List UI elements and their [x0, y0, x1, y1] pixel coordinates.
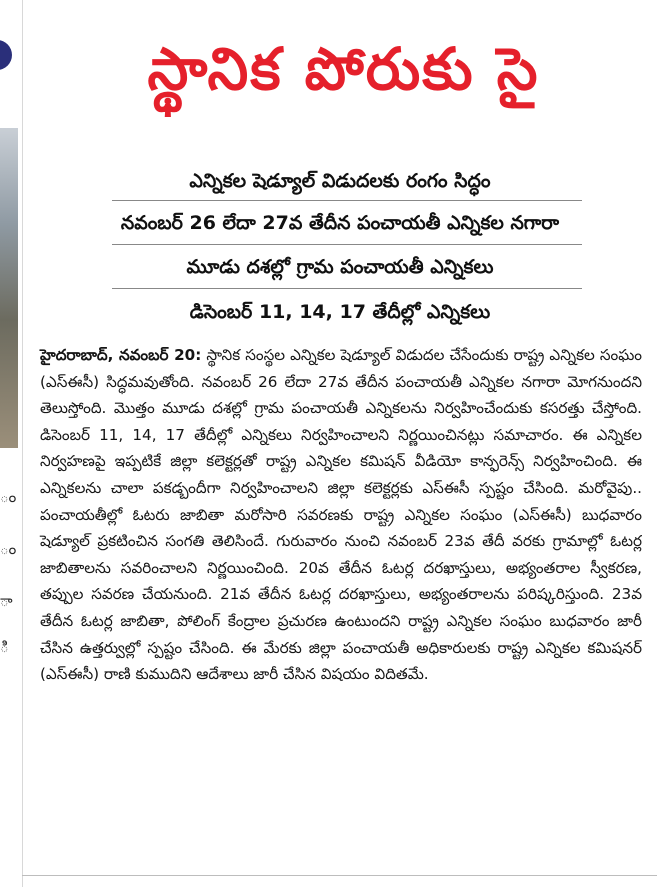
subhead-divider	[112, 244, 582, 245]
subheadline-3: మూడు దశల్లో గ్రామ పంచాయతీ ఎన్నికలు	[186, 256, 494, 278]
subheadline-2: నవంబర్ 26 లేదా 27వ తేదీన పంచాయతీ ఎన్నికల నగారా	[120, 212, 560, 234]
adjacent-column-strip	[0, 0, 23, 887]
article-headline: స్థానిక పోరుకు సై	[147, 35, 540, 103]
subheadline-4: డిసెంబర్ 11, 14, 17 తేదీల్లో ఎన్నికలు	[189, 301, 491, 323]
article-body-text: స్థానిక సంస్థల ఎన్నికల షెడ్యూల్ విడుదల చేసేందుకు రాష్ట్ర ఎన్నికల సంఘం (ఎస్ఈసీ) సిద్ధమవుతోంది. నవంబర్ 26 లేదా 27వ తేదీన పంచాయతీ ఎన్నికల నగారా మోగనుందని తెలుస్తోంది. మొత్తం మూడు దశల్లో గ్రామ పంచాయతీ ఎన్నికలను నిర్వహించేందుకు కసరత్తు చేస్తోంది. డిసెంబర్ 11, 14, 17 తేదీల్లో ఎన్నికలు నిర్వహించాలని నిర్ణయించినట్లు సమాచారం. ఈ ఎన్నికల నిర్వహణపై ఇప్పటికే జిల్లా కలెక్టర్లతో రాష్ట్ర ఎన్నికల కమిషన్ వీడియో కాన్ఫరెన్స్ నిర్వహించింది. ఈ ఎన్నికలను చాలా పకడ్బందీగా నిర్వహించాలని జిల్లా కలెక్టర్లకు ఎస్ఈసీ స్పష్టం చేసింది. మరోవైపు.. పంచాయతీల్లో ఓటరు జాబితా మరోసారి సవరణకు రాష్ట్ర ఎన్నికల సంఘం (ఎస్ఈసీ) బుధవారం షెడ్యూల్ ప్రకటించిన సంగతి తెలిసిందే. గురువారం నుంచి నవంబర్ 23వ తేదీ వరకు గ్రామాల్లో ఓటర్ల జాబితాలను సవరించాలని నిర్ణయించింది. 20వ తేదీన ఓటర్ల దరఖాస్తులు, అభ్యంతరాల స్వీకరణ, తప్పుల సవరణ చేయనుంది. 21వ తేదీన ఓటర్ల దరఖాస్తులు, అభ్యంతరాలను పరిష్కరిస్తుంది. 23వ తేదీన ఓటర్ల జాబితా, పోలింగ్ కేంద్రాల ప్రచురణ ఉంటుందని రాష్ట్ర ఎన్నికల సంఘం బుధవారం జారీ చేసిన ఉత్తర్వుల్లో స్పష్టం చేసింది. ఈ మేరకు జిల్లా పంచాయతీ అధికారులకు రాష్ట్ర ఎన్నికల కమిషనర్ (ఎస్ఈసీ) రాణి కుముదిని ఆదేశాలు జారీ చేసిన విషయం విదితమే.	[40, 346, 642, 684]
article-dateline: హైదరాబాద్, నవంబర్ 20:	[40, 346, 202, 364]
adjacent-logo-circle	[0, 40, 12, 70]
subhead-divider	[112, 200, 582, 201]
article-body	[40, 342, 642, 688]
adjacent-text-fragment: ం	[0, 540, 17, 558]
subhead-divider	[112, 288, 582, 289]
adjacent-text-fragment: ం	[0, 488, 17, 506]
adjacent-text-fragment: ి	[0, 638, 9, 656]
adjacent-photo-fragment	[0, 128, 18, 448]
page-bottom-divider	[22, 875, 657, 876]
subheadline-1: ఎన్నికల షెడ్యూల్ విడుదలకు రంగం సిద్ధం	[189, 170, 491, 192]
adjacent-text-fragment: ా	[0, 592, 13, 610]
